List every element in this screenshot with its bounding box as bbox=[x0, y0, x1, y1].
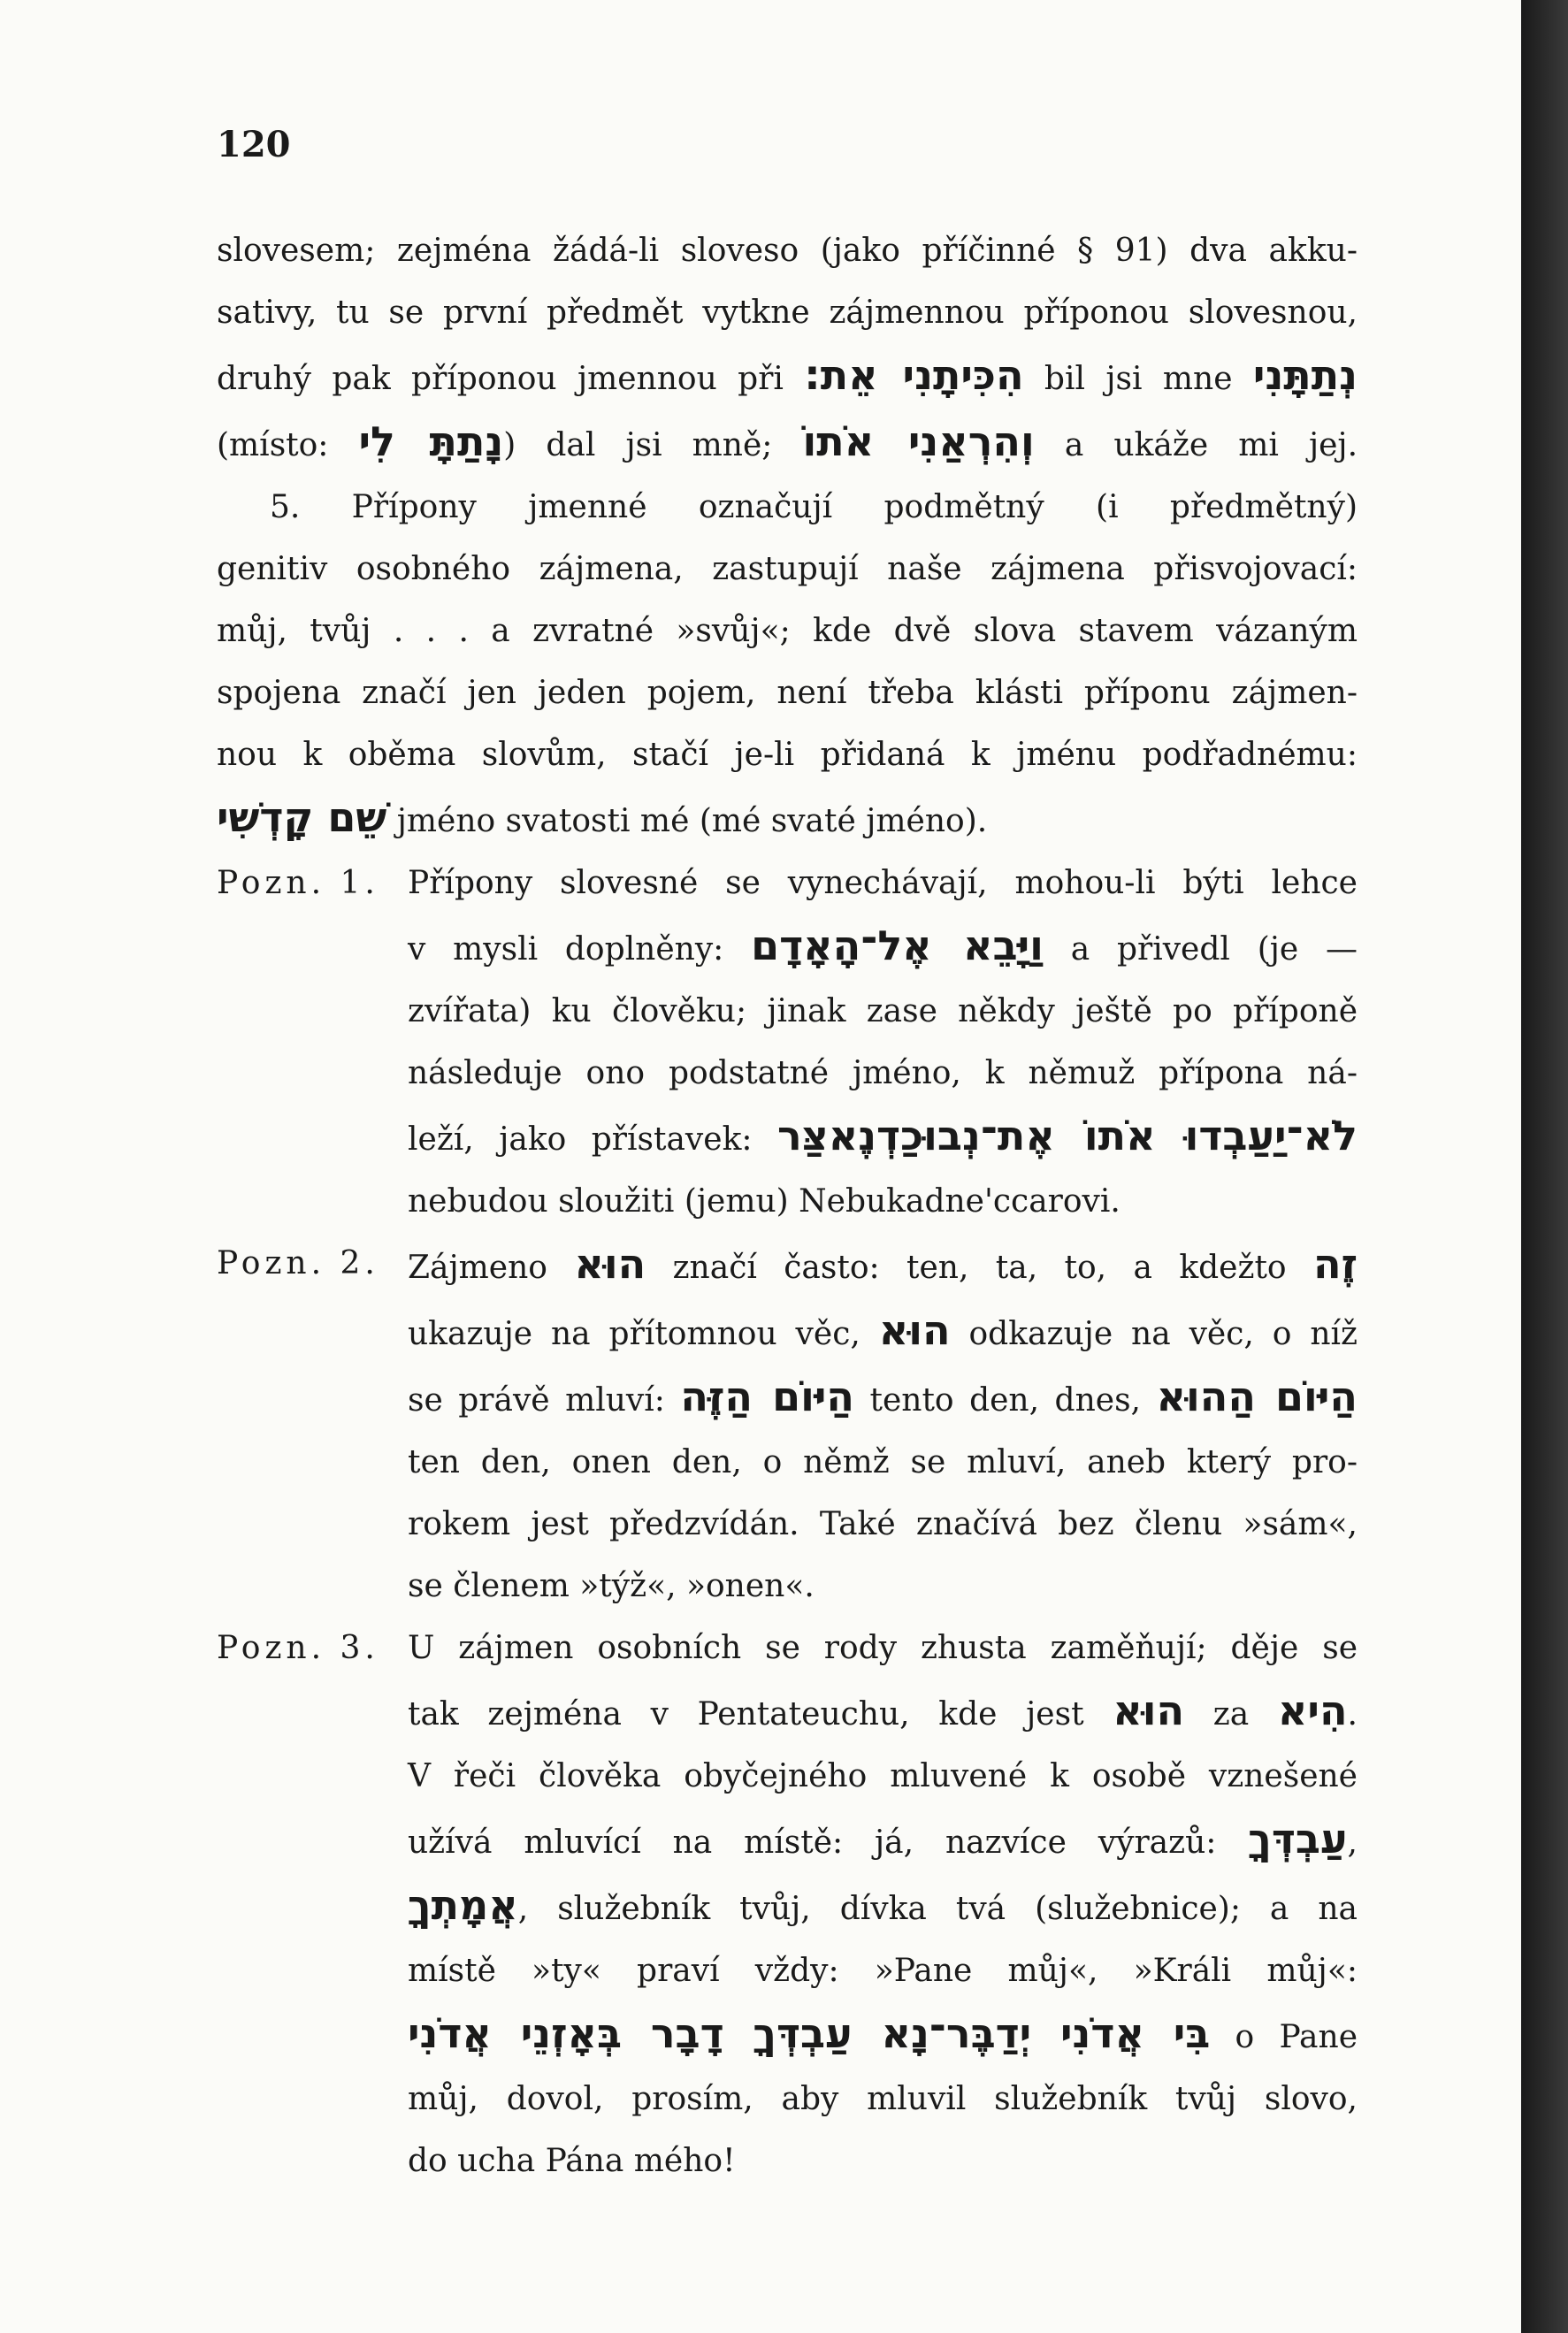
text-line: v mysli doplněny: וַיָּבֵא אֶל־הָאָדָם a přivedl (je — bbox=[408, 922, 1358, 969]
text-line: genitiv osobného zájmena, zastupují naše zájmena přisvojovací: bbox=[217, 551, 1358, 587]
hebrew-word: נָתַתָּ לִי bbox=[358, 417, 504, 465]
hebrew-word: הוּא bbox=[574, 1240, 646, 1288]
note-label: Pozn. 3. bbox=[217, 1630, 379, 1666]
text-line: ten den, onen den, o němž se mluví, aneb který pro- bbox=[408, 1444, 1358, 1480]
hebrew-word: הַיּוֹם הַזֶּה bbox=[680, 1373, 855, 1420]
page-edge-shadow bbox=[1521, 0, 1568, 2333]
text-line: zvířata) ku člověku; jinak zase někdy ještě po příponě bbox=[408, 993, 1358, 1029]
text-line: užívá mluvící na místě: já, nazvíce výrazů: עַבְדְּךָ, bbox=[408, 1815, 1358, 1863]
hebrew-word: הַיּוֹם הַהוּא bbox=[1156, 1373, 1358, 1420]
hebrew-word: הִיא bbox=[1277, 1687, 1348, 1734]
text-line: následuje ono podstatné jméno, k němuž přípona ná- bbox=[408, 1055, 1358, 1091]
text-line: můj, dovol, prosím, aby mluvil služebník tvůj slovo, bbox=[408, 2081, 1358, 2117]
text-line: V řeči člověka obyčejného mluvené k osobě vznešené bbox=[408, 1758, 1358, 1794]
text-line: se členem »týž«, »onen«. bbox=[408, 1568, 815, 1604]
text-line: místě »ty« praví vždy: »Pane můj«, »Králi můj«: bbox=[408, 1953, 1358, 1989]
hebrew-word: וַיָּבֵא אֶל־הָאָדָם bbox=[751, 922, 1044, 969]
hebrew-word: זֶה bbox=[1312, 1240, 1358, 1288]
hebrew-word: לֹא־יַעַבְדוּ אֹתוֹ אֶת־נְבוּכַדְנֶאצַּר bbox=[776, 1112, 1358, 1159]
text-line: tak zejména v Pentateuchu, kde jest הוּא za הִיא. bbox=[408, 1687, 1358, 1734]
main-paragraphs bbox=[217, 220, 1358, 853]
text-line: druhý pak příponou jmennou při הִכִּיתָנִי אֵת: bil jsi mne נְתַתָּנִי bbox=[217, 351, 1358, 399]
hebrew-word: וְהִרְאַנִי אֹתוֹ bbox=[802, 417, 1035, 465]
hebrew-word: עַבְדְּךָ bbox=[1248, 1815, 1348, 1863]
text-line: slovesem; zejména žádá-li sloveso (jako příčinné § 91) dva akku- bbox=[217, 233, 1358, 269]
hebrew-word: הִכִּיתָנִי אֵת: bbox=[804, 351, 1024, 399]
text-line: leží, jako přístavek: לֹא־יַעַבְדוּ אֹתוֹ אֶת־נְבוּכַדְנֶאצַּר bbox=[408, 1112, 1358, 1159]
text-line: do ucha Pána mého! bbox=[408, 2143, 736, 2179]
hebrew-word: הוּא bbox=[878, 1306, 951, 1354]
note-1 bbox=[217, 853, 1358, 1233]
text-line: U zájmen osobních se rody zhusta zaměňují; děje se bbox=[408, 1630, 1358, 1666]
text-line: (místo: נָתַתָּ לִי) dal jsi mně; וְהִרְאַנִי אֹתוֹ a ukáže mi jej. bbox=[217, 417, 1358, 465]
page-text bbox=[217, 124, 1358, 2192]
text-line: nebudou sloužiti (jemu) Nebukadne'ccarovi. bbox=[408, 1183, 1121, 1220]
note-3 bbox=[217, 1618, 1358, 2192]
text-line: Zájmeno הוּא značí často: ten, ta, to, a kdežto זֶה bbox=[408, 1240, 1358, 1288]
text-line: spojena značí jen jeden pojem, není třeba klásti příponu zájmen- bbox=[217, 675, 1358, 711]
text-line: ukazuje na přítomnou věc, הוּא odkazuje na věc, o níž bbox=[408, 1306, 1358, 1354]
text-line: בִּי אֲדֹנִי יְדַבֶּר־נָא עַבְדְּךָ דָבָר בְּאָזְנֵי אֲדֹנִי o Pane bbox=[408, 2009, 1358, 2057]
note-label: Pozn. 2. bbox=[217, 1245, 379, 1281]
text-line: rokem jest předzvídán. Také značívá bez členu »sám«, bbox=[408, 1506, 1358, 1542]
hebrew-word: בִּי אֲדֹנִי יְדַבֶּר־נָא עַבְדְּךָ דָבָר בְּאָזְנֵי אֲדֹנִי bbox=[408, 2009, 1211, 2057]
text-line: nou k oběma slovům, stačí je-li přidaná k jménu podřadnému: bbox=[217, 737, 1358, 773]
note-2 bbox=[217, 1233, 1358, 1618]
hebrew-word: שֵׁם קָדְשִׁי bbox=[217, 793, 387, 841]
text-line: sativy, tu se první předmět vytkne zájmennou příponou slovesnou, bbox=[217, 294, 1358, 331]
text-line: אֲמָתְךָ, služebník tvůj, dívka tvá (služebnice); a na bbox=[408, 1881, 1358, 1929]
text-line: 5. Přípony jmenné označují podmětný (i předmětný) bbox=[270, 489, 1358, 525]
text-line: שֵׁם קָדְשִׁי jméno svatosti mé (mé svaté jméno). bbox=[217, 793, 988, 841]
hebrew-word: הוּא bbox=[1113, 1687, 1185, 1734]
note-label: Pozn. 1. bbox=[217, 865, 379, 901]
page-number: 120 bbox=[217, 124, 291, 165]
hebrew-word: אֲמָתְךָ bbox=[408, 1881, 518, 1929]
hebrew-word: נְתַתָּנִי bbox=[1252, 351, 1358, 399]
text-line: Přípony slovesné se vynechávají, mohou-li býti lehce bbox=[408, 865, 1358, 901]
text-line: můj, tvůj . . . a zvratné »svůj«; kde dvě slova stavem vázaným bbox=[217, 613, 1358, 649]
text-line: se právě mluví: הַיּוֹם הַזֶּה tento den, dnes, הַיּוֹם הַהוּא bbox=[408, 1373, 1358, 1420]
